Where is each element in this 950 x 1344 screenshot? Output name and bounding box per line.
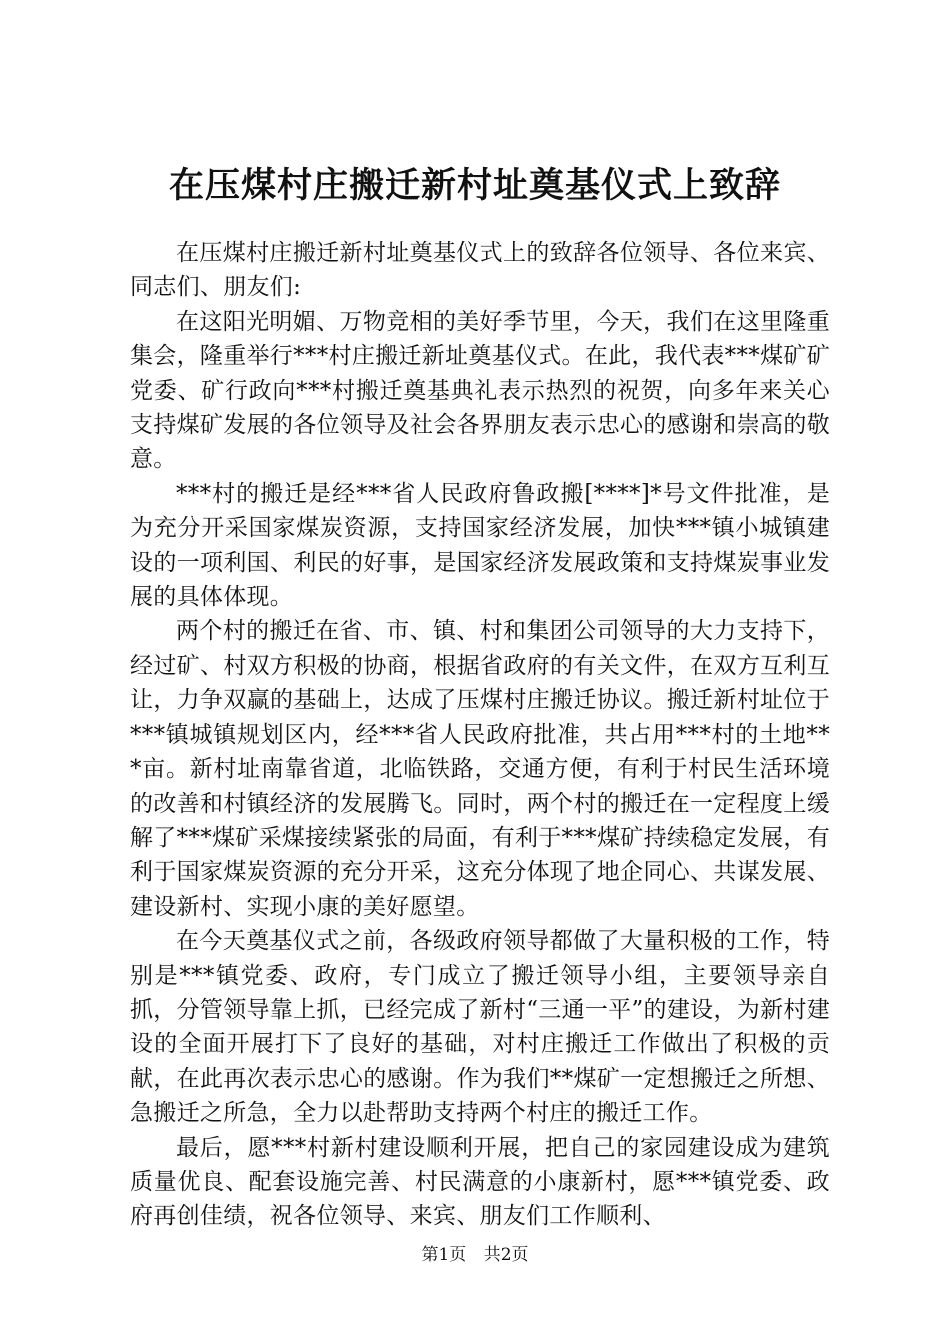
document-body bbox=[130, 236, 830, 1234]
paragraph-approval: ***村的搬迁是经***省人民政府鲁政搬[****]*号文件批准，是为充分开采国家煤炭资源，支持国家经济发展，加快***镇小城镇建设的一项利国、利民的好事，是国家经济发展政策和支持煤炭事业发展的具体体现。 bbox=[130, 480, 830, 611]
document-title: 在压煤村庄搬迁新村址奠基仪式上致辞 bbox=[168, 165, 781, 206]
page-footer bbox=[0, 1243, 950, 1267]
page-number: 第1页 bbox=[421, 1245, 467, 1265]
paragraph-closing: 最后，愿***村新村建设顺利开展，把自己的家园建设成为建筑质量优良、配套设施完善、村民满意的小康新村，愿***镇党委、政府再创佳绩，祝各位领导、来宾、朋友们工作顺利、 bbox=[130, 1134, 830, 1230]
paragraph-opening: 在这阳光明媚、万物竞相的美好季节里，今天，我们在这里隆重集会，隆重举行***村庄搬迁新址奠基仪式。在此，我代表***煤矿矿党委、矿行政向***村搬迁奠基典礼表示热烈的祝贺，向多年来关心支持煤矿发展的各位领导及社会各界朋友表示忠心的感谢和崇高的敬意。 bbox=[130, 308, 830, 473]
paragraph-salutation: 在压煤村庄搬迁新村址奠基仪式上的致辞各位领导、各位来宾、同志们、朋友们: bbox=[130, 240, 830, 301]
paragraph-agreement: 两个村的搬迁在省、市、镇、村和集团公司领导的大力支持下，经过矿、村双方积极的协商，根据省政府的有关文件，在双方互利互让，力争双赢的基础上，达成了压煤村庄搬迁协议。搬迁新村址位于***镇城镇规划区内，经***省人民政府批准，共占用***村的土地***亩。新村址南靠省道，北临铁路，交通方便，有利于村民生活环境的改善和村镇经济的发展腾飞。同时，两个村的搬迁在一定程度上缓解了***煤矿采煤接续紧张的局面，有利于***煤矿持续稳定发展，有利于国家煤炭资源的充分开采，这充分体现了地企同心、共谋发展、建设新村、实现小康的美好愿望。 bbox=[130, 618, 830, 920]
paragraph-thanks: 在今天奠基仪式之前，各级政府领导都做了大量积极的工作，特别是***镇党委、政府，专门成立了搬迁领导小组，主要领导亲自抓，分管领导靠上抓，已经完成了新村“三通一平”的建设，为新村建设的全面开展打下了良好的基础，对村庄搬迁工作做出了积极的贡献，在此再次表示忠心的感谢。作为我们**煤矿一定想搬迁之所想、急搬迁之所急，全力以赴帮助支持两个村庄的搬迁工作。 bbox=[130, 928, 830, 1127]
page-total: 共2页 bbox=[483, 1245, 529, 1265]
